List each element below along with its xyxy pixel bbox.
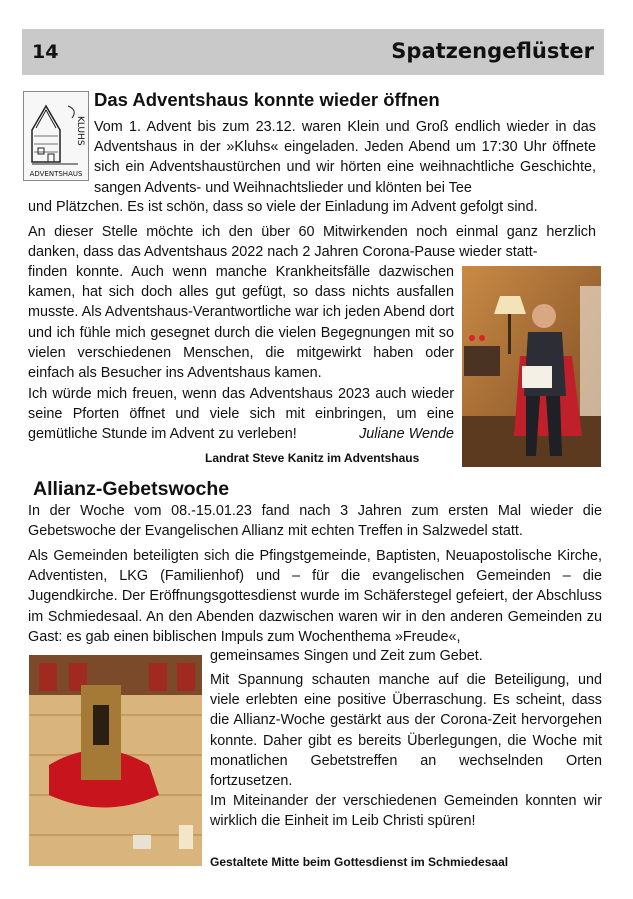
adventshaus-logo xyxy=(23,91,89,181)
photo-landrat-reading xyxy=(462,266,601,467)
article2-paragraph1: In der Woche vom 08.-15.01.23 fand nach 3 Jahren zum ersten Mal wieder die Gebetswoche der Evangelischen Allianz mit echten Treffen in Salzwedel statt. xyxy=(28,503,602,540)
photo1-caption: Landrat Steve Kanitz im Adventshaus xyxy=(205,451,420,465)
article2-title: Allianz-Gebetswoche xyxy=(33,478,230,500)
page-header xyxy=(22,29,604,75)
magazine-title: Spatzengeflüster xyxy=(391,39,594,63)
logo-side-label: KLUHS xyxy=(75,116,85,146)
photo-gestaltete-mitte xyxy=(29,655,202,866)
article1-paragraph1-end: und Plätzchen. Es ist schön, dass so viele der Einladung im Advent gefolgt sind. xyxy=(28,199,538,215)
page-number: 14 xyxy=(32,41,59,63)
article1-paragraph3 xyxy=(28,384,454,445)
article1-author: Juliane Wende xyxy=(359,426,454,443)
article2-paragraph2-end: gemeinsames Singen und Zeit zum Gebet. xyxy=(210,648,483,664)
article1-title: Das Adventshaus konnte wieder öffnen xyxy=(94,89,440,110)
photo2-caption: Gestaltete Mitte beim Gottesdienst im Schmiedesaal xyxy=(210,855,509,869)
article1-paragraph1: Vom 1. Advent bis zum 23.12. waren Klein und Groß endlich wieder in das Adventshaus in der »Kluhs« eingeladen. Jeden Abend um 17:30 Uhr öffnete sich ein Adventshaustürchen und wir hörten eine weihnachtliche Geschichte, sangen Advents- und Weihnachtslieder und klönten bei Tee xyxy=(94,119,596,196)
article2-paragraph3: Mit Spannung schauten manche auf die Beteiligung, und viele erlebten eine positive Überraschung. Es scheint, dass die Allianz-Woche gestärkt aus der Corona-Zeit hervorgehen konnte. Daher gibt es bereits Überlegungen, die Woche mit monatlichen Gebetstreffen an wechselnden Orten fortzusetzen. xyxy=(210,672,602,790)
article1-paragraph2-cont: finden konnte. Auch wenn manche Krankheitsfälle dazwischen kamen, hat sich doch alles gut gefügt, so dass nichts ausfallen musste. Als Adventshaus-Verantwortliche war ich jeden Abend dort und ich fühle mich gesegnet durch die vielen Begegnungen mit so vielen verschiedenen Menschen, die mitgewirkt haben oder einfach als Besucher ins Adventshaus kamen. xyxy=(28,264,454,382)
article2-paragraph4: Im Miteinander der verschiedenen Gemeinden konnten wir wirklich die Einheit im Leib Christi spüren! xyxy=(210,793,602,830)
article1-paragraph2: An dieser Stelle möchte ich den über 60 Mitwirkenden noch einmal ganz herzlich danken, dass das Adventshaus 2022 nach 2 Jahren Corona-Pause wieder statt- xyxy=(28,224,596,261)
article2-paragraph2: Als Gemeinden beteiligten sich die Pfingstgemeinde, Baptisten, Neuapostolische Kirche, Adventisten, LKG (Familienhof) und – für die evangelischen Gemeinden – die Jugendkirche. Der Eröffnungsgottesdienst wurde im Schäferstegel gefeiert, der Abschluss im Schmiedesaal. An den Abenden dazwischen waren wir in den anderen Gemeinden zu Gast: es gab einen biblischen Impuls zum Wochenthema »Freude«, xyxy=(28,548,602,645)
article1-closing-text: Ich würde mich freuen, wenn das Adventshaus 2023 auch wieder seine Pforten öffnet und viele sich mit einbringen, um eine gemütliche Stunde im Advent zu verleben! xyxy=(28,386,454,443)
logo-bottom-label: ADVENTSHAUS xyxy=(29,170,83,178)
